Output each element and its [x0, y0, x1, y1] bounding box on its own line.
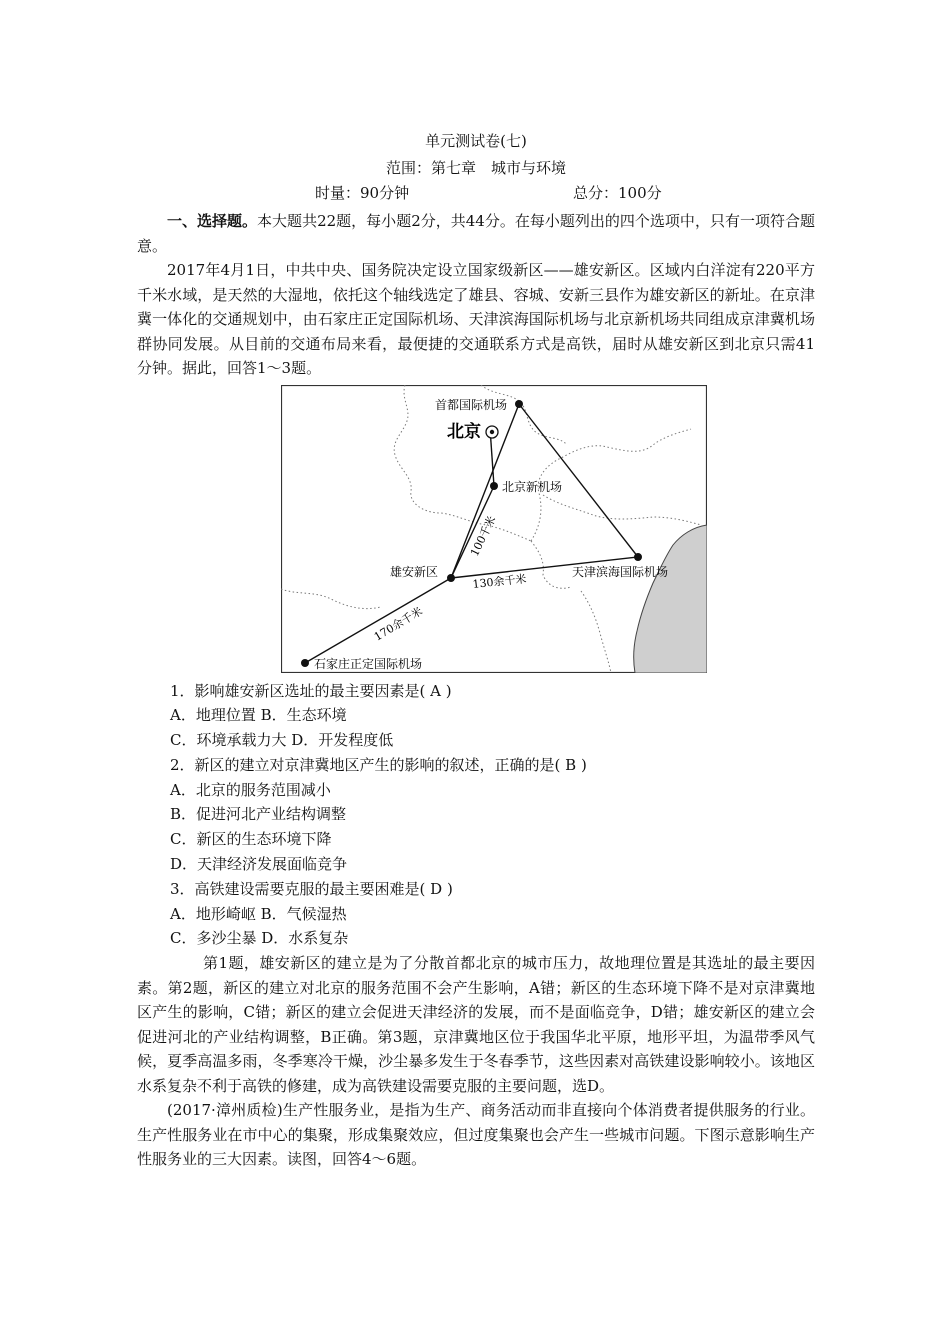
- total-score: 总分：100分: [573, 184, 662, 202]
- distance-170-label: 170余千米: [371, 604, 425, 644]
- tianjin-airport-dot: [634, 553, 642, 561]
- analysis-1: 第1题，雄安新区的建立是为了分散首都北京的城市压力，故地理位置是其选址的最主要因素。第2题，新区的建立对北京的服务范围不会产生影响，A错；新区的生态环境下降不是对京津冀地区产生的影响，C错；新区的建立会促进天津经济的发展，而不是面临竞争，D错；雄安新区的建立会促进河北的产业结构调整，B正确。第3题，京津冀地区位于我国华北平原，地形平坦，为温带季风气候，夏季高温多雨，冬季寒冷干燥，沙尘暴多发生于冬春季节，这些因素对高铁建设影响较小。该地区水系复杂不利于高铁的修建，成为高铁建设需要克服的主要问题，选D。: [137, 954, 815, 1095]
- distance-100-label: 100千米: [468, 513, 499, 558]
- question-stem: 3．高铁建设需要克服的最主要困难是( D ): [170, 879, 453, 898]
- question-3: [137, 877, 815, 951]
- option-line: C．环境承载力大 D．开发程度低: [170, 731, 394, 750]
- map-svg: [281, 385, 707, 673]
- question-1: [137, 679, 815, 753]
- option-line: D．天津经济发展面临竞争: [170, 855, 348, 874]
- document-page: [137, 124, 815, 1172]
- section-text: 本大题共22题，每小题2分，共44分。在每小题列出的四个选项中，只有一项符合题意。: [137, 212, 815, 255]
- meta-row: [137, 182, 815, 209]
- option-line: C．新区的生态环境下降: [170, 830, 332, 849]
- option-line: A．地理位置 B．生态环境: [170, 706, 347, 725]
- option-line: A．地形崎岖 B．气候湿热: [170, 904, 347, 923]
- time-limit: 时量：90分钟: [315, 184, 410, 202]
- new-airport-dot: [490, 482, 498, 490]
- distance-130-label: 130余千米: [471, 571, 528, 591]
- sjz-airport-label: 石家庄正定国际机场: [314, 656, 423, 671]
- option-line: C．多沙尘暴 D．水系复杂: [170, 929, 349, 948]
- new-airport-label: 北京新机场: [502, 479, 563, 494]
- passage-1: 2017年4月1日，中共中央、国务院决定设立国家级新区——雄安新区。区域内白洋淀有220平方千米水域，是天然的大湿地，依托这个轴线选定了雄县、容城、安新三县作为雄安新区的新址。在京津冀一体化的交通规划中，由石家庄正定国际机场、天津滨海国际机场与北京新机场共同组成京津冀机场群协同发展。从目前的交通布局来看，最便捷的交通联系方式是高铁，届时从雄安新区到北京只需41分钟。据此，回答1～3题。: [137, 261, 815, 377]
- question-stem: 1．影响雄安新区选址的最主要因素是( A ): [170, 681, 452, 700]
- sjz-airport-dot: [301, 659, 309, 667]
- xiongan-map-figure: [281, 385, 707, 673]
- capital-airport-label: 首都国际机场: [434, 397, 507, 412]
- passage-2: (2017·漳州质检)生产性服务业，是指为生产、商务活动而非直接向个体消费者提供服务的行业。生产性服务业在市中心的集聚，形成集聚效应，但过度集聚也会产生一些城市问题。下图示意影响生产性服务业的三大因素。读图，回答4～6题。: [137, 1101, 815, 1169]
- option-line: B．促进河北产业结构调整: [170, 805, 347, 824]
- xiongan-label: 雄安新区: [390, 564, 439, 579]
- scope-line: 范围：第七章 城市与环境: [385, 159, 566, 177]
- question-stem: 2．新区的建立对京津冀地区产生的影响的叙述，正确的是( B ): [170, 755, 587, 774]
- section-instructions: [137, 209, 815, 258]
- capital-airport-dot: [515, 400, 523, 408]
- beijing-label: 北京: [447, 421, 481, 442]
- tianjin-airport-label: 天津滨海国际机场: [572, 564, 669, 579]
- option-line: A．北京的服务范围减小: [170, 780, 331, 799]
- page-title: 单元测试卷(七): [425, 132, 527, 150]
- question-2: [137, 753, 815, 877]
- xiongan-dot: [447, 574, 455, 582]
- section-heading: 一、选择题。: [167, 212, 258, 230]
